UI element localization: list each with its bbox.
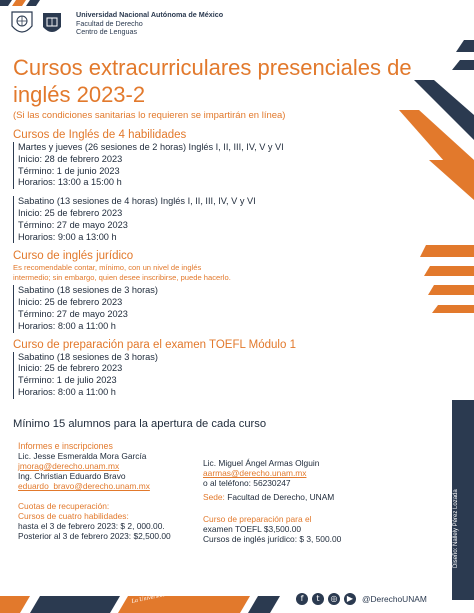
course-line: Sabatino (18 sesiones de 3 horas): [18, 285, 158, 296]
legal-fee-line: Cursos de inglés jurídico: $ 3, 500.00: [203, 534, 342, 544]
fee-line: hasta el 3 de febrero 2023: $ 2, 000.00.: [18, 521, 165, 531]
course-block-toefl: [13, 352, 353, 399]
subtitle: (Si las condiciones sanitarias lo requieren se impartirán en línea): [13, 110, 286, 121]
unam-logo-text: UNAM: [130, 579, 170, 594]
course-line: Inicio: 25 de febrero 2023: [18, 207, 123, 218]
course-block-legal: [13, 285, 353, 332]
contact-name: Lic. Miguel Ángel Armas Olguin: [203, 458, 320, 468]
course-line: Término: 27 de mayo 2023: [18, 219, 128, 230]
info-right: [203, 458, 373, 544]
info-heading: Informes e inscripciones: [18, 441, 113, 451]
section-note: Es recomendable contar, mínimo, con un nivel de inglés: [13, 263, 202, 273]
unam-logo-mark: [130, 577, 190, 609]
contact-email-link[interactable]: jmorag@derecho.unam.mx: [18, 461, 120, 471]
header: [10, 4, 223, 44]
courses-content: [13, 128, 353, 399]
venue-label: Sede:: [203, 492, 225, 502]
fee-line: Posterior al 3 de febrero 2023: $2,500.00: [18, 531, 171, 541]
unam-footer-logo: [130, 577, 190, 609]
social-handle[interactable]: @DerechoUNAM: [362, 594, 427, 604]
contact-email-link[interactable]: eduardo_bravo@derecho.unam.mx: [18, 481, 150, 491]
center-name: Centro de Lenguas: [76, 27, 138, 37]
course-block-weekday: [13, 142, 353, 189]
instagram-icon[interactable]: ◎: [328, 593, 340, 605]
course-line: Término: 1 de junio 2023: [18, 165, 120, 176]
university-name: Universidad Nacional Autónoma de México: [76, 10, 224, 20]
section-title-legal-english: Curso de inglés jurídico: [13, 250, 134, 263]
course-line: Horarios: 9:00 a 13:00 h: [18, 231, 117, 242]
youtube-icon[interactable]: ▶: [344, 593, 356, 605]
course-line: Martes y jueves (26 sesiones de 2 horas) Inglés I, II, III, IV, V y VI: [18, 142, 284, 152]
course-line: Horarios: 8:00 a 11:00 h: [18, 320, 116, 331]
course-line: Inicio: 25 de febrero 2023: [18, 363, 123, 374]
unam-seal-logo: [10, 10, 34, 38]
course-line: Sabatino (13 sesiones de 4 horas) Inglés I, II, III, IV, V y VI: [18, 196, 256, 207]
faculty-name: Facultad de Derecho: [76, 18, 143, 28]
fees-heading: Cuotas de recuperación:: [18, 501, 110, 511]
phone-text: o al teléfono: 56230247: [203, 478, 291, 488]
course-line: Inicio: 28 de febrero 2023: [18, 153, 123, 164]
facebook-icon[interactable]: f: [296, 593, 308, 605]
info-left: [18, 441, 198, 541]
minimum-students-note: Mínimo 15 alumnos para la apertura de cada curso: [13, 418, 267, 430]
twitter-icon[interactable]: t: [312, 593, 324, 605]
course-block-saturday: [13, 196, 353, 243]
course-line: Inicio: 25 de febrero 2023: [18, 297, 123, 308]
course-line: Término: 27 de mayo 2023: [18, 308, 128, 319]
venue: [203, 492, 373, 502]
unam-logo-tagline: La Universidad de la Nación: [131, 584, 190, 605]
section-note: intermedio; sin embargo, quien desee inscribirse, puede hacerlo.: [13, 272, 231, 282]
contact-name: Ing. Christian Eduardo Bravo: [18, 471, 126, 481]
course-line: Término: 1 de julio 2023: [18, 375, 117, 386]
social-links: [296, 593, 427, 605]
fees-subheading: Cursos de cuatro habilidades:: [18, 511, 129, 521]
contact-name: Lic. Jesse Esmeralda Mora García: [18, 451, 147, 461]
course-line: Sabatino (18 sesiones de 3 horas): [18, 351, 158, 362]
course-line: Horarios: 13:00 a 15:00 h: [18, 177, 122, 188]
facultad-derecho-logo: [40, 10, 64, 38]
course-line: Horarios: 8:00 a 11:00 h: [18, 386, 116, 397]
design-credit: Diseño: Nallely Pérez Lozada: [453, 489, 459, 568]
toefl-fee-line: examen TOEFL $3,500.00: [203, 524, 302, 534]
section-title-4-skills: Cursos de Inglés de 4 habilidades: [13, 129, 187, 141]
contact-email-link[interactable]: aarmas@derecho.unam.mx: [203, 468, 307, 478]
toefl-fee-line: Curso de preparación para el: [203, 514, 312, 524]
venue-value: Facultad de Derecho, UNAM: [227, 492, 335, 502]
section-title-toefl: Curso de preparación para el examen TOEFL Módulo 1: [13, 338, 296, 351]
page-title: Cursos extracurriculares presenciales de inglés 2023-2: [13, 55, 412, 107]
header-text: [76, 11, 223, 36]
